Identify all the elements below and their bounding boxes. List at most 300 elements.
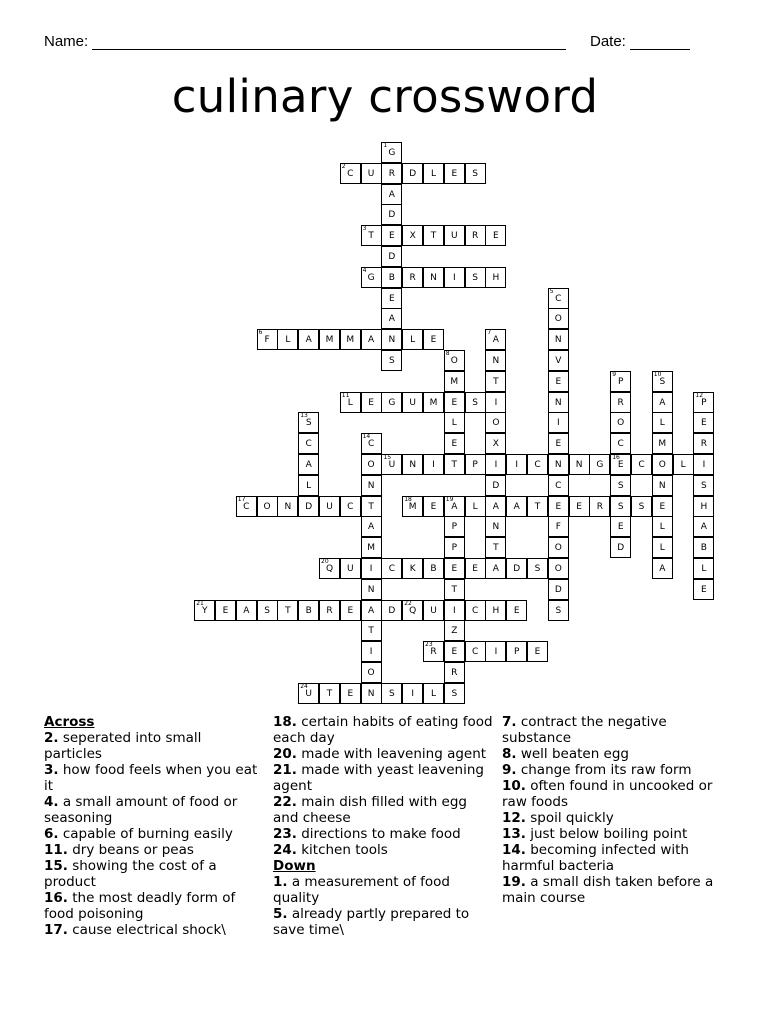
crossword-cell[interactable] <box>485 371 506 392</box>
crossword-cell[interactable] <box>548 288 569 309</box>
crossword-cell[interactable] <box>506 641 527 662</box>
cell-letter: C <box>638 460 645 470</box>
crossword-cell[interactable] <box>361 475 382 496</box>
crossword-cell[interactable] <box>693 475 714 496</box>
crossword-cell[interactable] <box>298 683 319 704</box>
crossword-cell[interactable] <box>485 641 506 662</box>
crossword-cell[interactable] <box>693 454 714 475</box>
cell-letter: A <box>513 501 520 512</box>
cell-letter: T <box>493 376 499 387</box>
crossword-cell[interactable] <box>548 496 569 517</box>
crossword-cell[interactable] <box>693 579 714 600</box>
crossword-cell[interactable] <box>444 620 465 641</box>
crossword-cell[interactable] <box>361 579 382 600</box>
cell-letter: A <box>243 605 250 616</box>
crossword-cell[interactable] <box>236 600 257 621</box>
cell-letter: R <box>430 647 437 658</box>
cell-letter: E <box>701 418 707 429</box>
crossword-cell[interactable] <box>548 579 569 600</box>
crossword-cell[interactable] <box>444 516 465 537</box>
cell-letter: E <box>389 231 395 242</box>
crossword-cell[interactable] <box>693 558 714 579</box>
crossword-cell[interactable] <box>236 496 257 517</box>
cell-letter: A <box>368 335 375 346</box>
crossword-cell[interactable] <box>610 516 631 537</box>
crossword-cell[interactable] <box>361 267 382 288</box>
across-clue <box>273 746 495 762</box>
crossword-cell[interactable] <box>548 371 569 392</box>
crossword-cell[interactable] <box>361 600 382 621</box>
clues-column-2 <box>273 714 495 938</box>
crossword-cell[interactable] <box>361 392 382 413</box>
crossword-cell[interactable] <box>298 600 319 621</box>
crossword-cell[interactable] <box>693 496 714 517</box>
crossword-cell[interactable] <box>693 433 714 454</box>
crossword-cell[interactable] <box>381 142 402 163</box>
crossword-cell[interactable] <box>506 496 527 517</box>
crossword-cell[interactable] <box>652 516 673 537</box>
crossword-cell[interactable] <box>444 558 465 579</box>
cell-letter: U <box>326 501 333 512</box>
crossword-cell[interactable] <box>444 683 465 704</box>
crossword-cell[interactable] <box>548 392 569 413</box>
clue-number: 15. <box>44 858 68 874</box>
across-clue <box>44 826 259 842</box>
cell-letter: S <box>264 605 270 616</box>
crossword-cell[interactable] <box>485 433 506 454</box>
cell-letter: C <box>305 439 312 450</box>
crossword-cell[interactable] <box>319 496 340 517</box>
crossword-cell[interactable] <box>381 288 402 309</box>
cell-letter: E <box>493 231 499 242</box>
crossword-cell[interactable] <box>652 496 673 517</box>
cell-letter: U <box>409 397 416 408</box>
crossword-cell[interactable] <box>548 433 569 454</box>
down-clue <box>502 762 717 778</box>
cell-letter: R <box>596 501 604 512</box>
crossword-cell[interactable] <box>444 600 465 621</box>
cell-letter: B <box>388 272 395 283</box>
crossword-cell[interactable] <box>589 454 610 475</box>
crossword-cell[interactable] <box>465 600 486 621</box>
crossword-cell[interactable] <box>610 371 631 392</box>
crossword-cell[interactable] <box>215 600 236 621</box>
crossword-cell[interactable] <box>298 496 319 517</box>
cell-letter: N <box>554 335 562 346</box>
cell-letter: N <box>388 335 396 346</box>
crossword-cell[interactable] <box>340 163 361 184</box>
crossword-cell[interactable] <box>506 600 527 621</box>
crossword-cell[interactable] <box>444 496 465 517</box>
crossword-cell[interactable] <box>423 683 444 704</box>
crossword-cell[interactable] <box>361 329 382 350</box>
cell-letter: Q <box>409 605 417 616</box>
crossword-cell[interactable] <box>361 516 382 537</box>
cell-letter: A <box>388 189 395 200</box>
crossword-cell[interactable] <box>381 246 402 267</box>
crossword-cell[interactable] <box>444 412 465 433</box>
cell-letter: S <box>617 480 624 491</box>
cell-letter: R <box>617 397 624 408</box>
clue-text: made with yeast leavening agent <box>273 762 484 794</box>
crossword-cell[interactable] <box>319 683 340 704</box>
clue-number: 20 <box>321 558 329 565</box>
crossword-cell[interactable] <box>381 454 402 475</box>
clue-number: 5. <box>273 906 288 922</box>
crossword-cell[interactable] <box>610 496 631 517</box>
crossword-cell[interactable] <box>610 433 631 454</box>
crossword-cell[interactable] <box>340 600 361 621</box>
crossword-cell[interactable] <box>298 454 319 475</box>
crossword-cell[interactable] <box>610 412 631 433</box>
crossword-cell[interactable] <box>361 163 382 184</box>
crossword-cell[interactable] <box>444 662 465 683</box>
cell-letter: M <box>408 501 417 512</box>
cell-letter: N <box>367 688 375 699</box>
clue-number: 4 <box>362 266 367 274</box>
crossword-cell[interactable] <box>340 329 361 350</box>
crossword-cell[interactable] <box>485 267 506 288</box>
crossword-cell[interactable] <box>381 392 402 413</box>
crossword-cell[interactable] <box>340 392 361 413</box>
crossword-cell[interactable] <box>277 600 298 621</box>
crossword-cell[interactable] <box>423 641 444 662</box>
crossword-cell[interactable] <box>548 350 569 371</box>
clue-number: 8. <box>502 746 517 762</box>
crossword-cell[interactable] <box>444 641 465 662</box>
crossword-cell[interactable] <box>485 600 506 621</box>
crossword-cell[interactable] <box>465 454 486 475</box>
cell-letter: S <box>617 501 624 512</box>
cell-letter: M <box>325 335 334 346</box>
crossword-cell[interactable] <box>652 412 673 433</box>
cell-letter: L <box>680 460 686 470</box>
crossword-cell[interactable] <box>548 600 569 621</box>
cell-letter: X <box>409 231 416 242</box>
crossword-cell[interactable] <box>423 163 444 184</box>
crossword-cell[interactable] <box>298 412 319 433</box>
crossword-cell[interactable] <box>423 225 444 246</box>
cell-letter: I <box>556 418 560 429</box>
crossword-cell[interactable] <box>298 475 319 496</box>
crossword-cell[interactable] <box>652 371 673 392</box>
crossword-cell[interactable] <box>444 267 465 288</box>
clue-text: well beaten egg <box>516 746 630 762</box>
crossword-cell[interactable] <box>444 537 465 558</box>
cell-letter: D <box>305 501 313 512</box>
crossword-cell[interactable] <box>381 308 402 329</box>
cell-letter: E <box>701 584 707 595</box>
crossword-cell[interactable] <box>693 537 714 558</box>
crossword-cell[interactable] <box>569 454 590 475</box>
crossword-cell[interactable] <box>693 392 714 413</box>
cell-letter: O <box>658 460 666 470</box>
cell-letter: C <box>347 501 354 512</box>
cell-letter: A <box>492 564 499 574</box>
cell-letter: L <box>285 335 291 346</box>
cell-letter: S <box>451 688 458 699</box>
crossword-cell[interactable] <box>444 392 465 413</box>
cell-letter: Z <box>451 626 458 637</box>
across-clue <box>273 762 495 794</box>
cell-letter: I <box>515 460 519 470</box>
cell-letter: E <box>347 688 354 699</box>
crossword-cell[interactable] <box>652 433 673 454</box>
cell-letter: G <box>596 460 604 470</box>
crossword-cell[interactable] <box>652 454 673 475</box>
crossword-cell[interactable] <box>548 454 569 475</box>
crossword-cell[interactable] <box>361 496 382 517</box>
crossword-cell[interactable] <box>548 308 569 329</box>
crossword-cell[interactable] <box>444 163 465 184</box>
cell-letter: S <box>472 397 478 408</box>
crossword-cell[interactable] <box>423 329 444 350</box>
cell-letter: C <box>555 480 562 491</box>
crossword-cell[interactable] <box>340 558 361 579</box>
crossword-cell[interactable] <box>548 475 569 496</box>
cell-letter: T <box>326 688 333 699</box>
clue-text: capable of burning easily <box>58 826 233 842</box>
crossword-cell[interactable] <box>485 412 506 433</box>
crossword-cell[interactable] <box>257 496 278 517</box>
clue-number: 21. <box>273 762 297 778</box>
crossword-cell[interactable] <box>465 641 486 662</box>
crossword-cell[interactable] <box>340 496 361 517</box>
crossword-cell[interactable] <box>381 558 402 579</box>
cell-letter: S <box>389 356 395 366</box>
crossword-cell[interactable] <box>673 454 694 475</box>
clue-number: 13. <box>502 826 526 842</box>
cell-letter: E <box>555 376 562 387</box>
crossword-cell[interactable] <box>423 496 444 517</box>
clue-number: 12 <box>695 391 704 399</box>
crossword-cell[interactable] <box>402 225 423 246</box>
clue-number: 19 <box>445 495 454 503</box>
crossword-cell[interactable] <box>527 558 548 579</box>
crossword-cell[interactable] <box>361 683 382 704</box>
crossword-cell[interactable] <box>257 600 278 621</box>
crossword-cell[interactable] <box>548 516 569 537</box>
cell-letter: O <box>367 460 375 470</box>
crossword-cell[interactable] <box>465 392 486 413</box>
cell-letter: S <box>472 168 478 179</box>
cell-letter: L <box>347 397 353 408</box>
crossword-cell[interactable] <box>527 454 548 475</box>
crossword-cell[interactable] <box>361 433 382 454</box>
clue-number: 20. <box>273 746 297 762</box>
cell-letter: U <box>388 460 396 470</box>
crossword-cell[interactable] <box>402 163 423 184</box>
crossword-cell[interactable] <box>402 392 423 413</box>
crossword-cell[interactable] <box>361 225 382 246</box>
crossword-cell[interactable] <box>402 600 423 621</box>
cell-letter: T <box>493 543 499 554</box>
cell-letter: C <box>471 605 479 616</box>
crossword-cell[interactable] <box>444 225 465 246</box>
cell-letter: T <box>534 501 541 512</box>
cell-letter: E <box>472 564 478 574</box>
crossword-cell[interactable] <box>423 600 444 621</box>
across-clue-list <box>44 730 259 938</box>
cell-letter: O <box>450 356 458 366</box>
crossword-cell[interactable] <box>381 350 402 371</box>
cell-letter: F <box>555 522 561 533</box>
cell-letter: R <box>409 272 416 283</box>
cell-letter: S <box>701 480 707 491</box>
crossword-cell[interactable] <box>527 641 548 662</box>
crossword-cell[interactable] <box>548 412 569 433</box>
cell-letter: R <box>388 168 396 179</box>
crossword-cell[interactable] <box>423 454 444 475</box>
crossword-cell[interactable] <box>319 558 340 579</box>
crossword-cell[interactable] <box>423 267 444 288</box>
crossword-cell[interactable] <box>361 620 382 641</box>
cell-letter: C <box>555 293 562 304</box>
crossword-cell[interactable] <box>548 558 569 579</box>
crossword-cell[interactable] <box>652 392 673 413</box>
clue-text: a small dish taken before a main course <box>502 874 714 906</box>
crossword-cell[interactable] <box>610 475 631 496</box>
crossword-cell[interactable] <box>402 454 423 475</box>
crossword-cell[interactable] <box>361 662 382 683</box>
crossword-cell[interactable] <box>465 496 486 517</box>
clue-number: 8 <box>445 350 450 357</box>
down-clue <box>273 874 495 906</box>
crossword-cell[interactable] <box>548 537 569 558</box>
cell-letter: E <box>617 460 624 470</box>
clue-text: cause electrical shock\ <box>67 922 226 938</box>
crossword-cell[interactable] <box>610 454 631 475</box>
crossword-cell[interactable] <box>465 558 486 579</box>
cell-letter: L <box>701 564 707 574</box>
cell-letter: Y <box>201 605 208 616</box>
crossword-cell[interactable] <box>506 558 527 579</box>
crossword-cell[interactable] <box>485 558 506 579</box>
crossword-cell[interactable] <box>693 516 714 537</box>
crossword-cell[interactable] <box>402 496 423 517</box>
cell-letter: A <box>368 605 375 616</box>
crossword-cell[interactable] <box>402 683 423 704</box>
crossword-cell[interactable] <box>485 392 506 413</box>
crossword-cell[interactable] <box>361 537 382 558</box>
crossword-cell[interactable] <box>485 454 506 475</box>
crossword-cell[interactable] <box>465 163 486 184</box>
crossword-cell[interactable] <box>506 454 527 475</box>
crossword-cell[interactable] <box>485 475 506 496</box>
clue-number: 22 <box>404 599 412 607</box>
crossword-cell[interactable] <box>693 412 714 433</box>
clues-column-1 <box>44 714 259 938</box>
crossword-cell[interactable] <box>423 392 444 413</box>
cell-letter: L <box>306 480 312 491</box>
crossword-cell[interactable] <box>610 537 631 558</box>
crossword-cell[interactable] <box>465 225 486 246</box>
crossword-cell[interactable] <box>652 537 673 558</box>
crossword-cell[interactable] <box>485 225 506 246</box>
crossword-cell[interactable] <box>361 641 382 662</box>
crossword-cell[interactable] <box>298 329 319 350</box>
clue-number: 2. <box>44 730 59 746</box>
crossword-cell[interactable] <box>277 496 298 517</box>
cell-letter: T <box>368 626 374 637</box>
crossword-cell[interactable] <box>485 537 506 558</box>
crossword-cell[interactable] <box>465 267 486 288</box>
clue-number: 13 <box>300 412 308 420</box>
crossword-cell[interactable] <box>444 350 465 371</box>
crossword-cell[interactable] <box>652 558 673 579</box>
cell-letter: P <box>451 543 458 554</box>
crossword-cell[interactable] <box>485 350 506 371</box>
crossword-cell[interactable] <box>527 496 548 517</box>
crossword-cell[interactable] <box>444 579 465 600</box>
crossword-cell[interactable] <box>381 163 402 184</box>
crossword-cell[interactable] <box>361 558 382 579</box>
crossword-cell[interactable] <box>402 558 423 579</box>
crossword-cell[interactable] <box>381 225 402 246</box>
cell-letter: U <box>305 688 312 699</box>
crossword-cell[interactable] <box>381 184 402 205</box>
crossword-cell[interactable] <box>340 683 361 704</box>
cell-letter: S <box>638 501 645 512</box>
clue-number: 17. <box>44 922 68 938</box>
crossword-cell[interactable] <box>277 329 298 350</box>
clue-number: 7 <box>487 329 492 337</box>
cell-letter: B <box>305 605 312 616</box>
crossword-cell[interactable] <box>423 558 444 579</box>
cell-letter: H <box>492 272 500 283</box>
crossword-cell[interactable] <box>361 454 382 475</box>
crossword-cell[interactable] <box>381 329 402 350</box>
crossword-cell[interactable] <box>631 496 652 517</box>
crossword-cell[interactable] <box>402 267 423 288</box>
cell-letter: T <box>430 231 437 242</box>
crossword-cell[interactable] <box>631 454 652 475</box>
cell-letter: R <box>451 668 458 678</box>
crossword-cell[interactable] <box>444 433 465 454</box>
crossword-cell[interactable] <box>652 475 673 496</box>
crossword-cell[interactable] <box>381 204 402 225</box>
crossword-cell[interactable] <box>319 329 340 350</box>
crossword-cell[interactable] <box>610 392 631 413</box>
cell-letter: L <box>472 501 478 512</box>
clue-number: 22. <box>273 794 297 810</box>
cell-letter: I <box>494 647 498 658</box>
crossword-cell[interactable] <box>194 600 215 621</box>
clue-text: a measurement of food quality <box>273 874 451 906</box>
crossword-cell[interactable] <box>381 600 402 621</box>
crossword-cell[interactable] <box>444 371 465 392</box>
cell-letter: A <box>700 522 707 533</box>
crossword-cell[interactable] <box>381 267 402 288</box>
cell-letter: H <box>700 501 708 512</box>
cell-letter: O <box>263 501 271 512</box>
down-clue <box>273 906 495 938</box>
crossword-cell[interactable] <box>402 329 423 350</box>
crossword-cell[interactable] <box>485 496 506 517</box>
crossword-cell[interactable] <box>485 329 506 350</box>
crossword-cell[interactable] <box>381 683 402 704</box>
crossword-cell[interactable] <box>257 329 278 350</box>
clue-text: how food feels when you eat it <box>44 762 258 794</box>
crossword-cell[interactable] <box>569 496 590 517</box>
crossword-cell[interactable] <box>298 433 319 454</box>
crossword-cell[interactable] <box>548 329 569 350</box>
crossword-cell[interactable] <box>485 516 506 537</box>
crossword-cell[interactable] <box>319 600 340 621</box>
down-clue <box>502 810 717 826</box>
crossword-cell[interactable] <box>444 454 465 475</box>
crossword-cell[interactable] <box>589 496 610 517</box>
